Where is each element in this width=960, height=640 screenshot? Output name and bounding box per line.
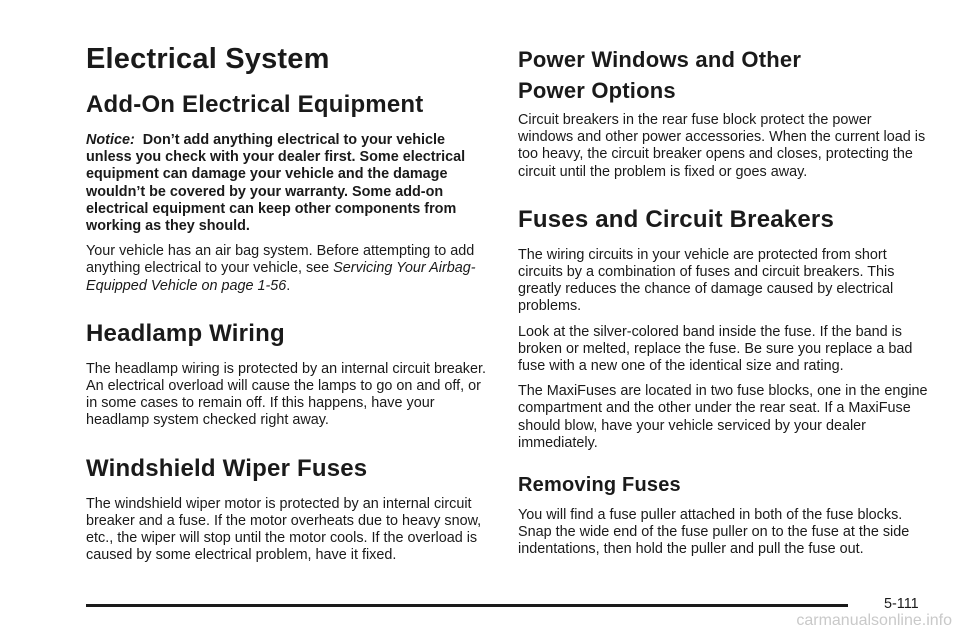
- section-heading-fuses: Fuses and Circuit Breakers: [518, 205, 834, 233]
- notice-label: Notice:: [86, 132, 135, 148]
- addon-body: [86, 243, 494, 295]
- section-heading-power: [518, 44, 930, 106]
- page-title: Electrical System: [86, 43, 330, 75]
- addon-body-text: Your vehicle has an air bag system. Before attempting to add anything electrical to your vehicle, see: [86, 243, 475, 277]
- section-heading-addon: Add-On Electrical Equipment: [86, 91, 424, 118]
- watermark: carmanualsonline.info: [796, 612, 952, 629]
- section-heading-wiper: Windshield Wiper Fuses: [86, 454, 368, 482]
- power-body: Circuit breakers in the rear fuse block protect the power windows and other power accessories. When the current load is too heavy, the circuit breaker opens and closes, protecting the circuit until the problem is fixed or goes away.: [518, 112, 926, 180]
- power-heading-line2: Power Options: [518, 78, 676, 103]
- addon-body-end: .: [286, 277, 291, 294]
- wiper-body: The windshield wiper motor is protected by an internal circuit breaker and a fuse. If the motor overheats due to heavy snow, etc., the wiper will stop until the motor cools. If the overload is caused by some electrical problem, have it fixed.: [86, 495, 482, 564]
- notice-paragraph: [86, 132, 494, 235]
- page-number: 5-111: [884, 596, 919, 612]
- notice-text: Don’t add anything electrical to your vehicle unless you check with your dealer first. Some electrical equipment can damage your vehicle and the damage wouldn’t be covered by your warranty. Some add-on electrical equipment can keep other components from working as they should.: [86, 132, 466, 235]
- section-heading-headlamp: Headlamp Wiring: [86, 319, 285, 347]
- cross-reference-link[interactable]: Servicing Your Airbag-Equipped Vehicle on page 1-56: [86, 260, 476, 294]
- left-column: [86, 40, 494, 564]
- removing-body: You will find a fuse puller attached in both of the fuse blocks. Snap the wide end of the fuse puller on to the fuse at the side indentations, then hold the puller and pull the fuse out.: [518, 507, 910, 558]
- footer-rule: [86, 604, 848, 607]
- fuses-paragraph-1: The wiring circuits in your vehicle are protected from short circuits by a combination of fuses and circuit breakers. This greatly reduces the chance of damage caused by electrical problems.: [518, 246, 895, 315]
- section-heading-removing: Removing Fuses: [518, 474, 681, 497]
- power-heading-line1: Power Windows and Other: [518, 47, 802, 72]
- fuses-paragraph-2: Look at the silver-colored band inside the fuse. If the band is broken or melted, replace the fuse. Be sure you replace a bad fuse with a new one of the identical size and rating.: [518, 323, 913, 375]
- fuses-paragraph-3: The MaxiFuses are located in two fuse blocks, one in the engine compartment and the other under the rear seat. If a MaxiFuse should blow, have your vehicle serviced by your dealer immediately.: [518, 383, 928, 451]
- headlamp-body: The headlamp wiring is protected by an internal circuit breaker. An electrical overload will cause the lamps to go on and off, or in some cases to remain off. If this happens, have your headlamp system checked right away.: [86, 360, 486, 429]
- right-column: [518, 40, 930, 559]
